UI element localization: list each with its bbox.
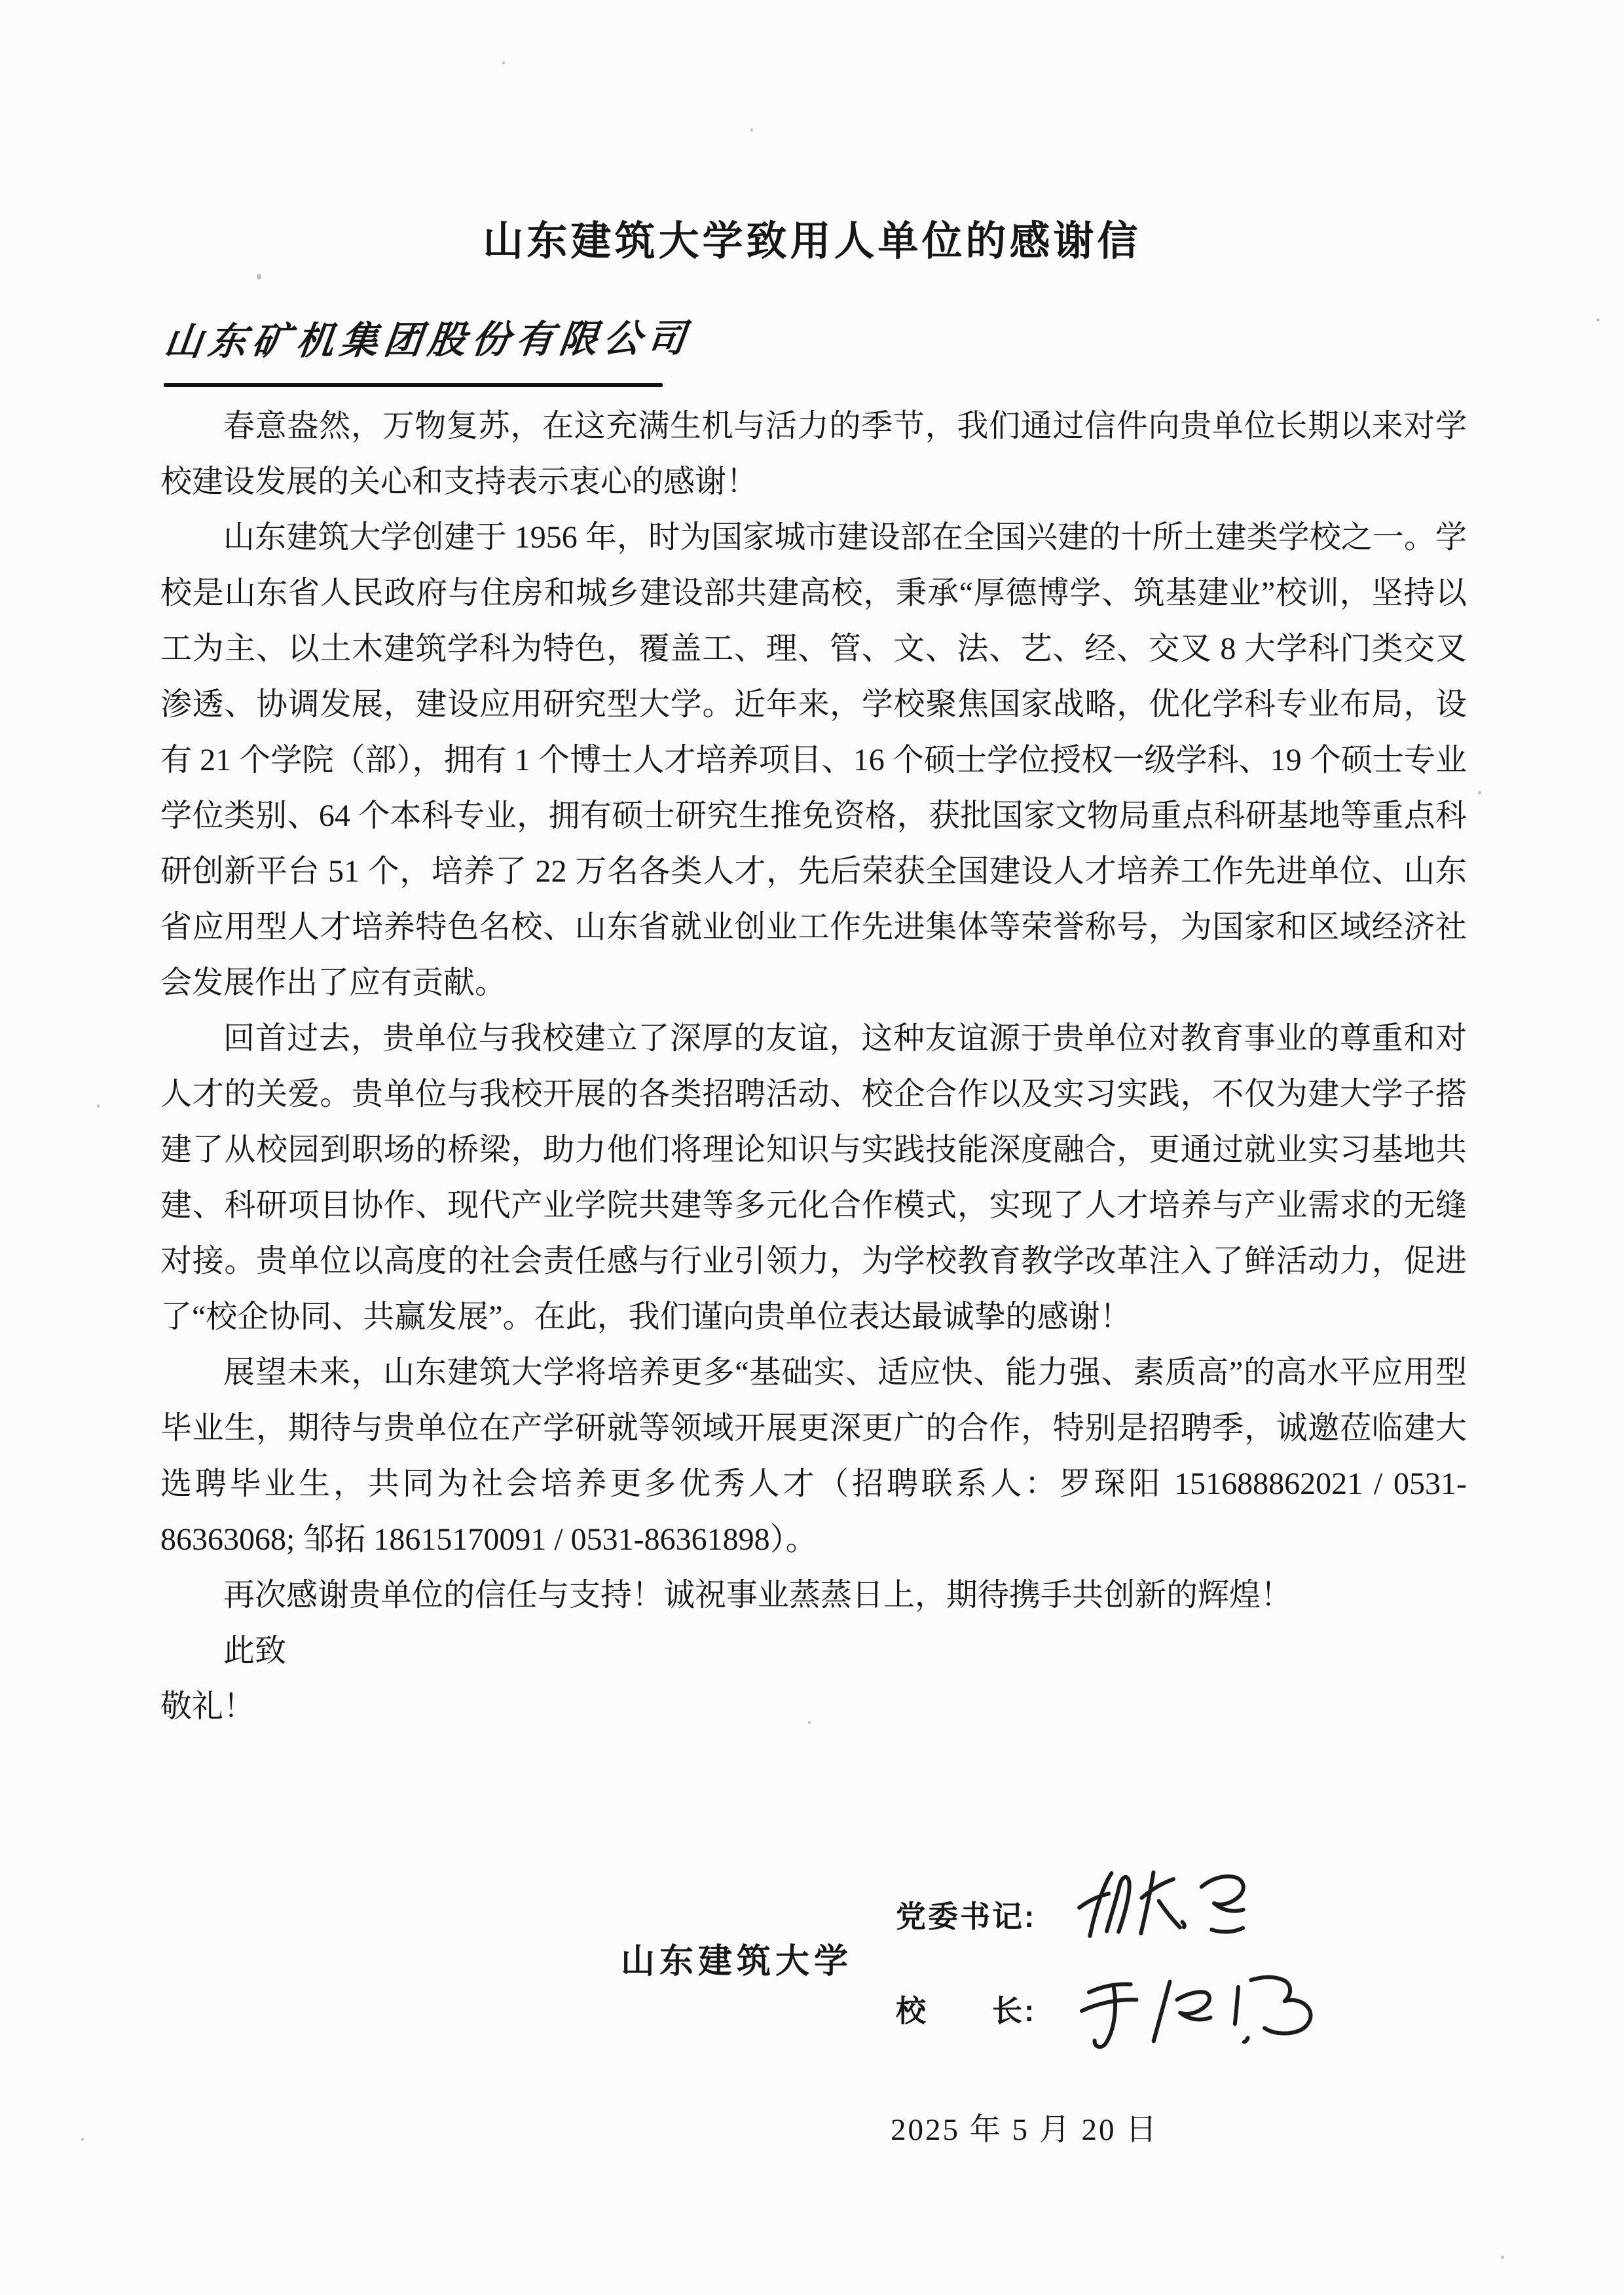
scan-speck [502, 62, 505, 64]
paragraph-greeting: 春意盎然，万物复苏，在这充满生机与活力的季节，我们通过信件向贵单位长期以来对学校建设发展的关心和支持表示衷心的感谢！ [160, 409, 1467, 499]
recipient-company-handwritten: 山东矿机集团股份有限公司 [162, 317, 694, 364]
salute-phrase: 敬礼！ [160, 1689, 255, 1724]
scan-speck [257, 274, 261, 280]
paragraph-cooperation-review: 回首过去，贵单位与我校建立了深厚的友谊，这种友谊源于贵单位对教育事业的尊重和对人才的关爱。贵单位与我校开展的各类招聘活动、校企合作以及实习实践，不仅为建大学子搭建了从校园到职场的桥梁，助力他们将理论知识与实践技能深度融合，更通过就业实习基地共建、科研项目协作、现代产业学院共建等多元化合作模式，实现了人才培养与产业需求的无缝对接。贵单位以高度的社会责任感与行业引领力，为学校教育教学改革注入了鲜活动力，促进了“校企协同、共赢发展”。在此，我们谨向贵单位表达最诚挚的感谢！ [160, 1021, 1467, 1334]
scan-speck [1478, 791, 1481, 794]
signature-university-name: 山东建筑大学 [621, 1943, 853, 1981]
scan-speck [1501, 2256, 1504, 2259]
letter-title: 山东建筑大学致用人单位的感谢信 [483, 219, 1141, 264]
paragraph-university-intro: 山东建筑大学创建于 1956 年，时为国家城市建设部在全国兴建的十所土建类学校之一。学校是山东省人民政府与住房和城乡建设部共建高校，秉承“厚德博学、筑基建业”校训，坚持以工为主、以土木建筑学科为特色，覆盖工、理、管、文、法、艺、经、交叉 8 大学科门类交叉渗透、协调发展，建设应用研究型大学。近年来，学校聚焦国家战略，优化学科专业布局，设有 21 个学院（部），拥有 1 个博士人才培养项目、16 个硕士学位授权一级学科、19 个硕士专业学位类别、64 个本科专业，拥有硕士研究生推免资格，获批国家文物局重点科研基地等重点科研创新平台 51 个，培养了 22 万名各类人才，先后荣获全国建设人才培养工作先进单位、山东省应用型人才培养特色名校、山东省就业创业工作先进集体等荣誉称号，为国家和区域经济社会发展作出了应有贡献。 [160, 520, 1467, 1000]
closing-phrase: 此致 [223, 1633, 287, 1668]
scan-speck [750, 128, 753, 132]
scan-speck [808, 1721, 811, 1724]
president-label: 校 长: [896, 1994, 1037, 2028]
party-secretary-label: 党委书记: [896, 1899, 1037, 1933]
letter-body [160, 398, 1467, 1734]
scan-speck [97, 1104, 100, 1108]
letter-date: 2025 年 5 月 20 日 [891, 2113, 1159, 2147]
paragraph-future-outlook: 展望未来，山东建筑大学将培养更多“基础实、适应快、能力强、素质高”的高水平应用型毕业生，期待与贵单位在产学研就等领域开展更深更广的合作，特别是招聘季，诚邀莅临建大选聘毕业生，共同为社会培养更多优秀人才（招聘联系人：罗琛阳 151688862021 / 0531-86363068; 邹拓 18615170091 / 0531-86361898）。 [160, 1355, 1467, 1557]
scan-speck [81, 2138, 84, 2141]
scan-speck [1596, 318, 1600, 322]
party-secretary-signature-handwriting [1069, 1850, 1257, 1958]
paragraph-thanks-again: 再次感谢贵单位的信任与支持！诚祝事业蒸蒸日上，期待携手共创新的辉煌！ [223, 1578, 1293, 1613]
recipient-underline [164, 383, 663, 387]
president-signature-handwriting [1073, 1962, 1324, 2055]
